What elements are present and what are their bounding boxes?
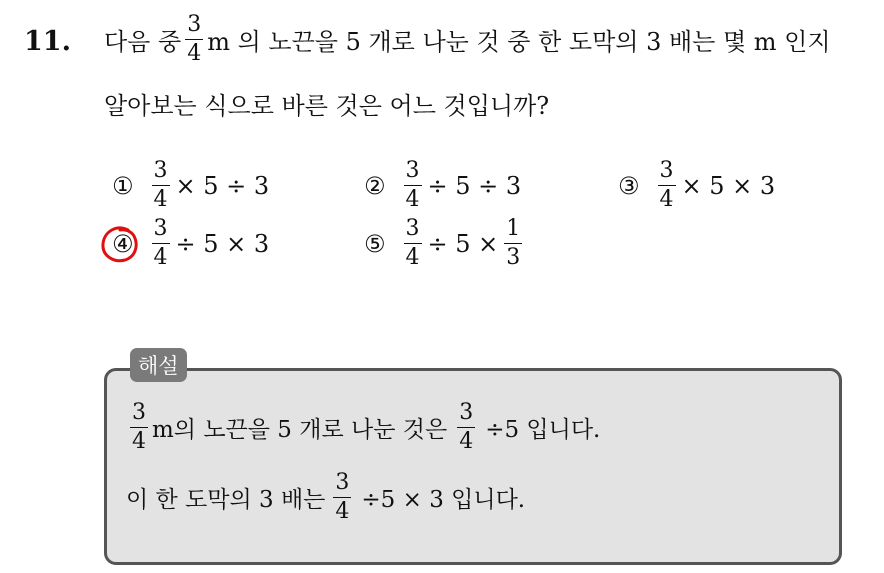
option-marker: ②	[364, 171, 386, 200]
fraction-denominator: 4	[153, 187, 168, 212]
option-expression: ÷ 5 × 3	[175, 229, 270, 258]
answer-mark-circle-icon	[98, 222, 142, 266]
fraction-numerator: 3	[405, 216, 420, 241]
fraction-denominator: 4	[405, 187, 420, 212]
solution-fraction	[333, 472, 351, 523]
fraction-bar	[658, 185, 676, 186]
fraction-bar	[152, 185, 170, 186]
fraction-numerator: 3	[335, 470, 350, 495]
option-fraction	[404, 218, 422, 269]
fraction-numerator: 3	[659, 158, 674, 183]
option-expression: × 5 ÷ 3	[175, 171, 270, 200]
question-fraction	[185, 14, 203, 65]
fraction-denominator: 4	[132, 429, 146, 454]
fraction-denominator: 4	[187, 41, 202, 66]
question-line-2	[104, 86, 549, 121]
solution-line-1	[126, 402, 600, 453]
option-fraction	[658, 160, 676, 211]
fraction-denominator: 4	[405, 245, 420, 270]
fraction-numerator: 3	[187, 12, 202, 37]
option-expression: ÷ 5 ÷ 3	[427, 171, 522, 200]
fraction-denominator: 4	[459, 429, 474, 454]
option-fraction-2	[504, 218, 522, 269]
option-2[interactable]	[364, 160, 523, 211]
option-marker: ①	[112, 171, 134, 200]
solution-fraction	[130, 402, 148, 453]
solution-text: ÷5 입니다.	[485, 417, 601, 443]
fraction-denominator: 4	[335, 499, 350, 524]
solution-text: ÷5 × 3 입니다.	[361, 487, 526, 513]
fraction-denominator: 3	[506, 245, 521, 270]
solution-text: m의 노끈을 5 개로 나눈 것은	[152, 417, 448, 443]
option-marker: ④	[112, 229, 134, 258]
question-text-line2: 알아보는 식으로 바른 것은 어느 것입니까?	[104, 92, 550, 120]
fraction-numerator: 3	[405, 158, 420, 183]
option-fraction	[404, 160, 422, 211]
option-5[interactable]	[364, 218, 526, 269]
question-number: 11.	[24, 26, 71, 57]
solution-fraction-2	[457, 402, 475, 453]
option-expression: × 5 × 3	[681, 171, 776, 200]
fraction-bar	[504, 243, 522, 244]
fraction-denominator: 4	[659, 187, 674, 212]
fraction-bar	[457, 427, 475, 428]
fraction-numerator: 3	[153, 216, 168, 241]
question-text-end: m 의 노끈을 5 개로 나눈 것 중 한 도막의 3 배는 몇 m 인지	[207, 28, 831, 56]
option-marker: ⑤	[364, 229, 386, 258]
fraction-denominator: 4	[153, 245, 168, 270]
option-1[interactable]	[112, 160, 271, 211]
solution-line-2	[126, 472, 525, 523]
fraction-bar	[185, 39, 203, 40]
option-expression: ÷ 5 ×	[427, 229, 499, 258]
fraction-numerator: 3	[459, 400, 474, 425]
question-text-start: 다음 중	[104, 28, 182, 56]
option-marker: ③	[618, 171, 640, 200]
solution-box	[104, 368, 842, 565]
fraction-bar	[404, 185, 422, 186]
fraction-bar	[152, 243, 170, 244]
fraction-numerator: 3	[132, 400, 146, 425]
fraction-numerator: 3	[153, 158, 168, 183]
fraction-numerator: 1	[506, 216, 521, 241]
option-fraction	[152, 218, 170, 269]
fraction-bar	[404, 243, 422, 244]
option-fraction	[152, 160, 170, 211]
fraction-bar	[130, 427, 148, 428]
solution-tag: 해설	[130, 348, 187, 382]
solution-text: 이 한 도막의 3 배는	[126, 487, 326, 513]
option-3[interactable]	[618, 160, 777, 211]
fraction-bar	[333, 497, 351, 498]
question-line-1	[104, 14, 831, 65]
